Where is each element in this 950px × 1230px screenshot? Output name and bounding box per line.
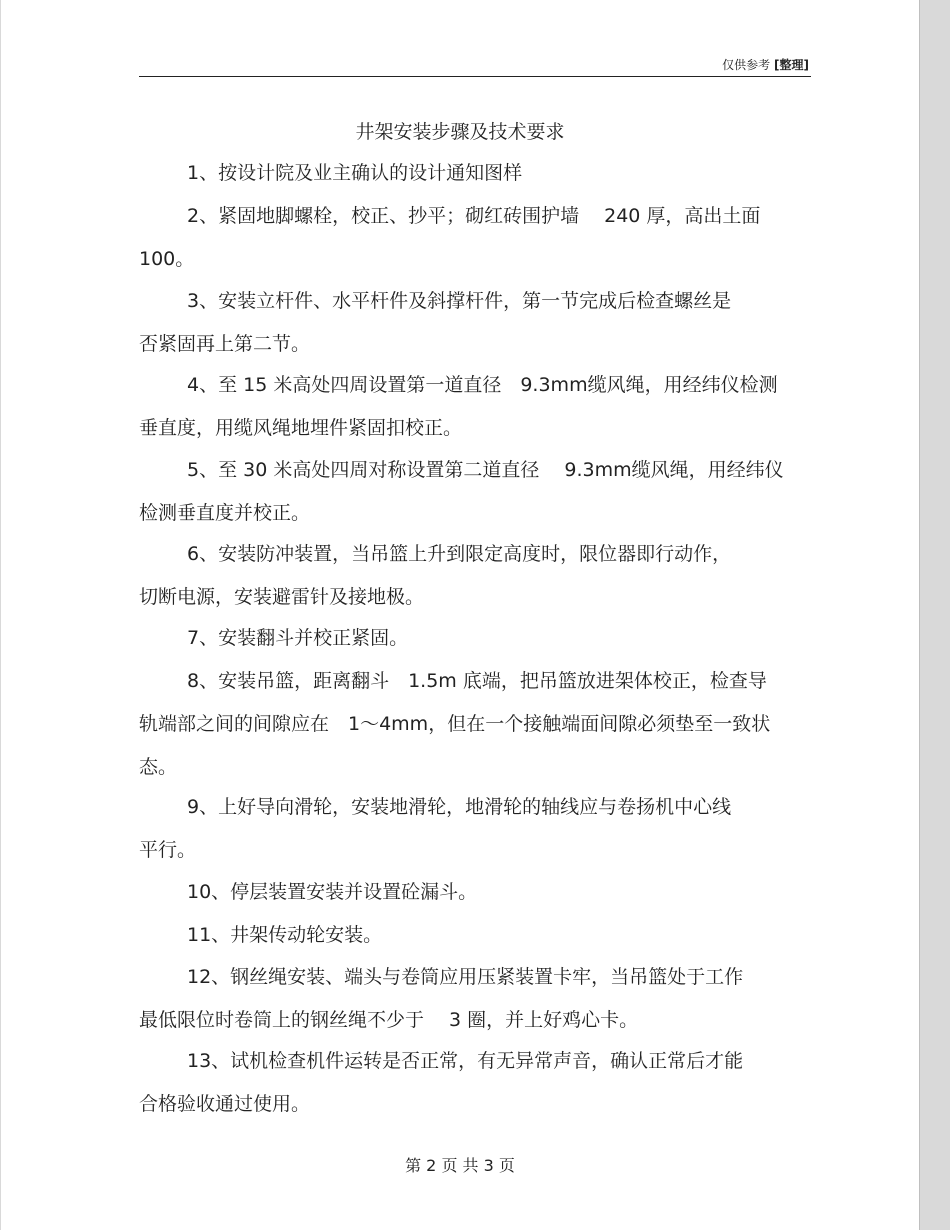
paragraph-line: 切断电源，安装避雷针及接地极。 [139,586,425,608]
paragraph-line: 12、钢丝绳安装、端头与卷筒应用压紧装置卡牢，当吊篮处于工作 [187,966,744,988]
header-tag: [整理] [774,58,809,72]
paragraph-1 [139,152,811,195]
paragraph-13 [139,1040,811,1126]
paragraph-line: 13、试机检查机件运转是否正常，有无异常声音，确认正常后才能 [187,1050,744,1072]
paragraph-line: 9、上好导向滑轮，安装地滑轮，地滑轮的轴线应与卷扬机中心线 [187,796,732,818]
paragraph-line: 4、至 15 米高处四周设置第一道直径 9.3mm缆风绳，用经纬仪检测 [187,374,778,396]
paragraph-line: 8、安装吊篮，距离翻斗 1.5m 底端，把吊篮放进架体校正，检查导 [187,670,767,692]
paragraph-line: 6、安装防冲装置，当吊篮上升到限定高度时，限位器即行动作， [187,543,732,565]
header-note: 仅供参考 [722,58,771,72]
document-page [1,0,920,1230]
paragraph-line: 10、停层装置安装并设置砼漏斗。 [187,881,478,903]
paragraph-line: 2、紧固地脚螺栓，校正、抄平；砌红砖围护墙 240 厚，高出土面 [187,205,761,227]
header-rule [139,76,811,77]
page-footer: 第 2 页 共 3 页 [405,1156,515,1175]
paragraph-3 [139,280,811,366]
paragraph-2 [139,195,811,281]
paragraph-line: 最低限位时卷筒上的钢丝绳不少于 3 圈，并上好鸡心卡。 [139,1009,639,1031]
paragraph-line: 100。 [139,248,195,270]
paragraph-11 [139,914,811,957]
paragraph-5 [139,449,811,535]
paragraph-8 [139,660,811,789]
document-title: 井架安装步骤及技术要求 [355,121,565,143]
paragraph-12 [139,956,811,1042]
paragraph-6 [139,533,811,619]
paragraph-line: 11、井架传动轮安装。 [187,924,383,946]
paragraph-line: 垂直度，用缆风绳地埋件紧固扣校正。 [139,417,463,439]
page-header [722,56,809,73]
paragraph-line: 合格验收通过使用。 [139,1093,311,1115]
paragraph-line: 7、安装翻斗并校正紧固。 [187,627,409,649]
paragraph-4 [139,364,811,450]
paragraph-10 [139,871,811,914]
paragraph-line: 否紧固再上第二节。 [139,333,311,355]
paragraph-line: 平行。 [139,839,197,861]
paragraph-line: 5、至 30 米高处四周对称设置第二道直径 9.3mm缆风绳，用经纬仪 [187,459,784,481]
paragraph-line: 1、按设计院及业主确认的设计通知图样 [187,162,523,184]
paragraph-line: 3、安装立杆件、水平杆件及斜撑杆件，第一节完成后检查螺丝是 [187,290,732,312]
paragraph-9 [139,786,811,872]
paragraph-line: 态。 [139,756,178,778]
paragraph-line: 检测垂直度并校正。 [139,502,311,524]
paragraph-line: 轨端部之间的间隙应在 1～4mm，但在一个接触端面间隙必须垫至一致状 [139,713,771,735]
paragraph-7 [139,617,811,660]
